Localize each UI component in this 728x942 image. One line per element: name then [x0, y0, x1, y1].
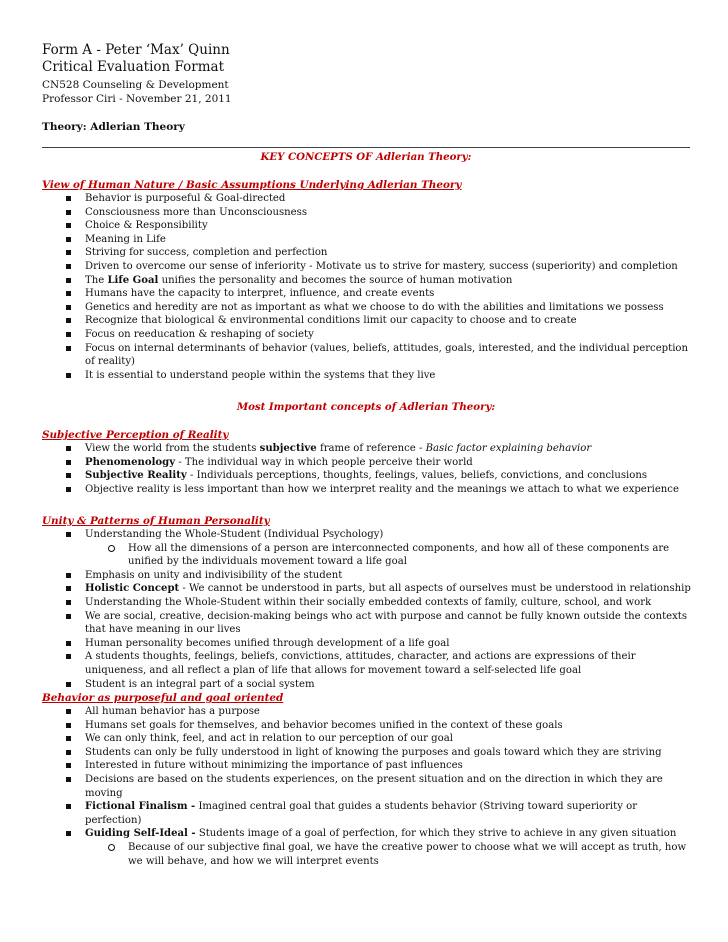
- purposeful-title: Behavior as purposeful and goal oriented: [42, 692, 284, 704]
- item-text: unifies the personality and becomes the source of human motivation: [161, 274, 513, 286]
- italic-note: Basic factor explaining behavior: [425, 443, 592, 454]
- human-nature-title: View of Human Nature / Basic Assumptions Underlying Adlerian Theory: [42, 179, 462, 191]
- subjective-term: subjective: [259, 443, 317, 454]
- fictional-finalism-term: Fictional Finalism -: [85, 801, 196, 813]
- list-item: It is essential to understand people within the systems that they live: [64, 369, 694, 383]
- list-item: [64, 442, 694, 456]
- list-item: Recognize that biological & environmental conditions limit our capacity to choose and to create: [64, 314, 694, 328]
- list-item: [64, 469, 694, 483]
- list-item: Understanding the Whole-Student (Individual Psychology): [64, 528, 694, 542]
- list-item: [64, 456, 694, 470]
- item-text: Students image of a goal of perfection, for which they strive to achieve in any given situation: [198, 828, 677, 840]
- list-item: A students thoughts, feelings, beliefs, convictions, attitudes, character, and actions are expressions of their uniqueness, and all reflect a plan of life that allows for movement toward a self-selected life goal: [64, 650, 694, 677]
- most-important-heading: Most Important concepts of Adlerian Theory:: [236, 401, 496, 413]
- item-text: View the world from the students: [85, 443, 257, 454]
- list-item: Objective reality is less important than how we interpret reality and the meanings we attach to what we experience: [64, 483, 694, 497]
- list-item: All human behavior has a purpose: [64, 705, 694, 719]
- format-title: Critical Evaluation Format: [42, 59, 224, 75]
- list-item: Focus on internal determinants of behavior (values, beliefs, attitudes, goals, interested, and the individual perception of reality): [64, 342, 694, 369]
- list-item: Students can only be fully understood in light of knowing the purposes and goals toward which they are striving: [64, 746, 694, 760]
- list-item: We can only think, feel, and act in relation to our perception of our goal: [64, 732, 694, 746]
- list-item: Humans have the capacity to interpret, influence, and create events: [64, 287, 694, 301]
- sub-list-item: How all the dimensions of a person are interconnected components, and how all of these components are unified by the individuals movement toward a life goal: [64, 542, 694, 569]
- form-title: Form A - Peter ‘Max’ Quinn: [42, 42, 230, 58]
- list-item: [64, 274, 694, 288]
- list-item: Focus on reeducation & reshaping of society: [64, 328, 694, 342]
- item-text: Imagined central goal that guides a students behavior (Striving toward superiority or perfection): [85, 801, 638, 826]
- human-nature-list: [64, 192, 694, 382]
- item-prefix: The: [85, 274, 105, 286]
- list-item: Interested in future without minimizing the importance of past influences: [64, 759, 694, 773]
- subjective-list: [64, 442, 694, 496]
- list-item: [64, 582, 694, 596]
- divider-line: [42, 147, 690, 148]
- item-text: - Individuals perceptions, thoughts, feelings, values, beliefs, convictions, and conclusions: [186, 470, 648, 482]
- phenomenology-term: Phenomenology: [85, 456, 176, 468]
- list-item: Driven to overcome our sense of inferiority - Motivate us to strive for mastery, success (superiority) and completion: [64, 260, 694, 274]
- item-text: frame of reference -: [319, 443, 423, 454]
- list-item: Striving for success, completion and perfection: [64, 246, 694, 260]
- item-text: - We cannot be understood in parts, but all aspects of ourselves must be understood in relationship: [182, 583, 691, 595]
- list-item: We are social, creative, decision-making beings who act with purpose and cannot be fully known outside the contexts that have meaning in our lives: [64, 610, 694, 637]
- unity-list: [64, 528, 694, 691]
- unity-title: Unity & Patterns of Human Personality: [42, 515, 270, 527]
- list-item: Student is an integral part of a social system: [64, 678, 694, 692]
- list-item: Consciousness more than Unconsciousness: [64, 206, 694, 220]
- life-goal-term: Life Goal: [107, 274, 159, 286]
- purposeful-list: [64, 705, 694, 868]
- list-item: Human personality becomes unified through development of a life goal: [64, 637, 694, 651]
- list-item: Meaning in Life: [64, 233, 694, 247]
- subjective-reality-term: Subjective Reality: [85, 470, 187, 482]
- subjective-title: Subjective Perception of Reality: [42, 429, 229, 441]
- list-item: [64, 800, 694, 827]
- key-concepts-heading: KEY CONCEPTS OF Adlerian Theory:: [260, 151, 472, 163]
- professor-line: Professor Ciri - November 21, 2011: [42, 93, 232, 105]
- list-item: Choice & Responsibility: [64, 219, 694, 233]
- list-item: Genetics and heredity are not as important as what we choose to do with the abilities and limitations we possess: [64, 301, 694, 315]
- holistic-term: Holistic Concept: [85, 583, 180, 595]
- item-text: - The individual way in which people perceive their world: [178, 456, 473, 468]
- list-item: Understanding the Whole-Student within their socially embedded contexts of family, culture, school, and work: [64, 596, 694, 610]
- list-item: Behavior is purposeful & Goal-directed: [64, 192, 694, 206]
- list-item: Decisions are based on the students experiences, on the present situation and on the direction in which they are moving: [64, 773, 694, 800]
- theory-line: Theory: Adlerian Theory: [42, 121, 185, 133]
- course-line: CN528 Counseling & Development: [42, 79, 229, 91]
- list-item: Emphasis on unity and indivisibility of the student: [64, 569, 694, 583]
- list-item: [64, 827, 694, 841]
- sub-list-item: Because of our subjective final goal, we have the creative power to choose what we will accept as truth, how we will behave, and how we will interpret events: [64, 841, 694, 868]
- list-item: Humans set goals for themselves, and behavior becomes unified in the context of these goals: [64, 719, 694, 733]
- guiding-self-ideal-term: Guiding Self-Ideal -: [85, 828, 196, 840]
